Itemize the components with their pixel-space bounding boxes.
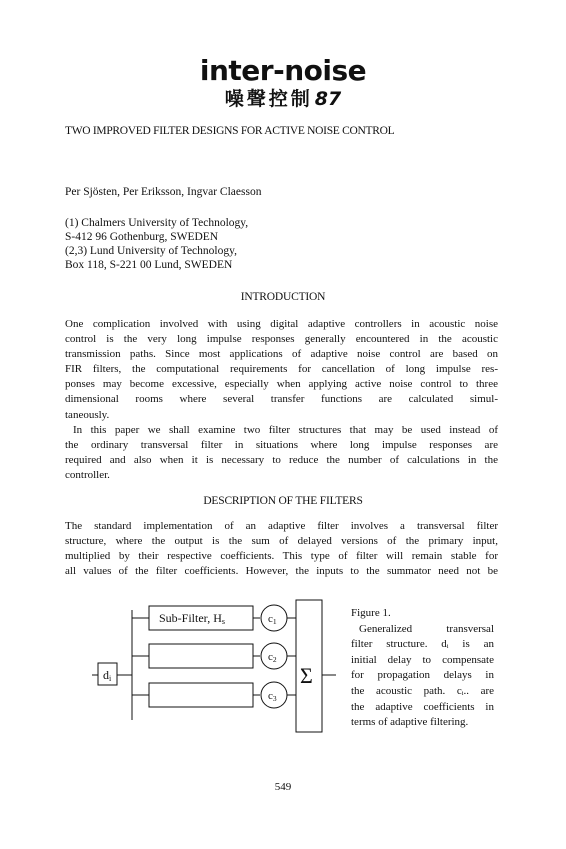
text-line: structure, where the output is the sum of delayed versions of the primary input, xyxy=(65,535,498,548)
subfilter-label: Sub-Filter, Hs xyxy=(159,611,225,626)
caption-line: Figure 1. xyxy=(351,607,391,619)
caption-line: terms of adaptive filtering. xyxy=(351,716,469,729)
introduction-paragraph-2 xyxy=(65,423,498,483)
description-heading: DESCRIPTION OF THE FILTERS xyxy=(203,495,363,507)
text-line: multiplied by their respective coefficients. This type of filter will remain stable for xyxy=(65,550,498,563)
conference-logo-subtitle xyxy=(0,88,566,110)
text-line: One complication involved with using digital adaptive controllers in acoustic noise xyxy=(65,318,498,330)
caption-line: filter structure. dᵢ is an xyxy=(351,638,494,651)
introduction-paragraph-1 xyxy=(65,317,498,423)
affiliation-line: Box 118, S-221 00 Lund, SWEDEN xyxy=(65,259,233,271)
paper-authors: Per Sjösten, Per Eriksson, Ingvar Claesson xyxy=(65,186,262,198)
filter-structure-diagram xyxy=(92,596,337,741)
page-number: 549 xyxy=(274,781,292,793)
text-line: The standard implementation of an adaptive filter involves a transversal filter xyxy=(65,520,498,532)
caption-line: Generalized transversal xyxy=(359,622,494,635)
text-line: control is the very long impulse responses generally encountered in the acoustic xyxy=(65,333,498,346)
coefficient-label-3: c3 xyxy=(268,690,277,703)
subfilter-block-3 xyxy=(149,683,253,707)
introduction-heading: INTRODUCTION xyxy=(240,291,326,303)
figure-caption xyxy=(351,606,494,731)
text-line: controller. xyxy=(65,469,110,482)
logo-year: 87 xyxy=(314,88,342,110)
conference-logo: inter-noise xyxy=(199,54,367,87)
text-line: dimensional rooms where several transfer functions are calculated simul- xyxy=(65,393,498,406)
affiliations xyxy=(65,216,248,272)
logo-chinese-text: 噪聲控制 xyxy=(224,88,313,110)
coefficient-label-1: c1 xyxy=(268,613,277,626)
subfilter-block-2 xyxy=(149,644,253,668)
affiliation-line: S-412 96 Gothenburg, SWEDEN xyxy=(65,231,219,243)
affiliation-line: (1) Chalmers University of Technology, xyxy=(65,217,249,229)
text-line: required and also when it is necessary to reduce the number of calculations in the xyxy=(65,454,498,467)
text-line: ponses may become excessive, especially when applying active noise control to three xyxy=(65,378,498,391)
text-line: In this paper we shall examine two filter structures that may be used instead of xyxy=(73,424,498,436)
affiliation-line: (2,3) Lund University of Technology, xyxy=(65,245,237,257)
text-line: the ordinary transversal filter in situations where long impulse responses are xyxy=(65,439,498,452)
text-line: taneously. xyxy=(65,408,110,421)
caption-line: initial delay to compensate xyxy=(351,653,494,666)
caption-line: the adaptive coefficients in xyxy=(351,700,494,713)
summation-symbol: Σ xyxy=(300,663,313,688)
paper-title: TWO IMPROVED FILTER DESIGNS FOR ACTIVE NOISE CONTROL xyxy=(65,125,395,137)
text-line: FIR filters, the computational requirements for cancellation of long impulse res- xyxy=(65,363,498,376)
description-paragraph-1 xyxy=(65,519,498,579)
text-line: all values of the filter coefficients. However, the inputs to the summator need not be xyxy=(65,565,498,578)
text-line: transmission paths. Since most applications of adaptive noise control are based on xyxy=(65,348,498,361)
caption-line: for propagation delays in xyxy=(351,669,494,682)
delay-label: di xyxy=(103,668,112,683)
caption-line: the acoustic path. cᵢ.. are xyxy=(351,684,494,697)
coefficient-label-2: c2 xyxy=(268,651,277,664)
